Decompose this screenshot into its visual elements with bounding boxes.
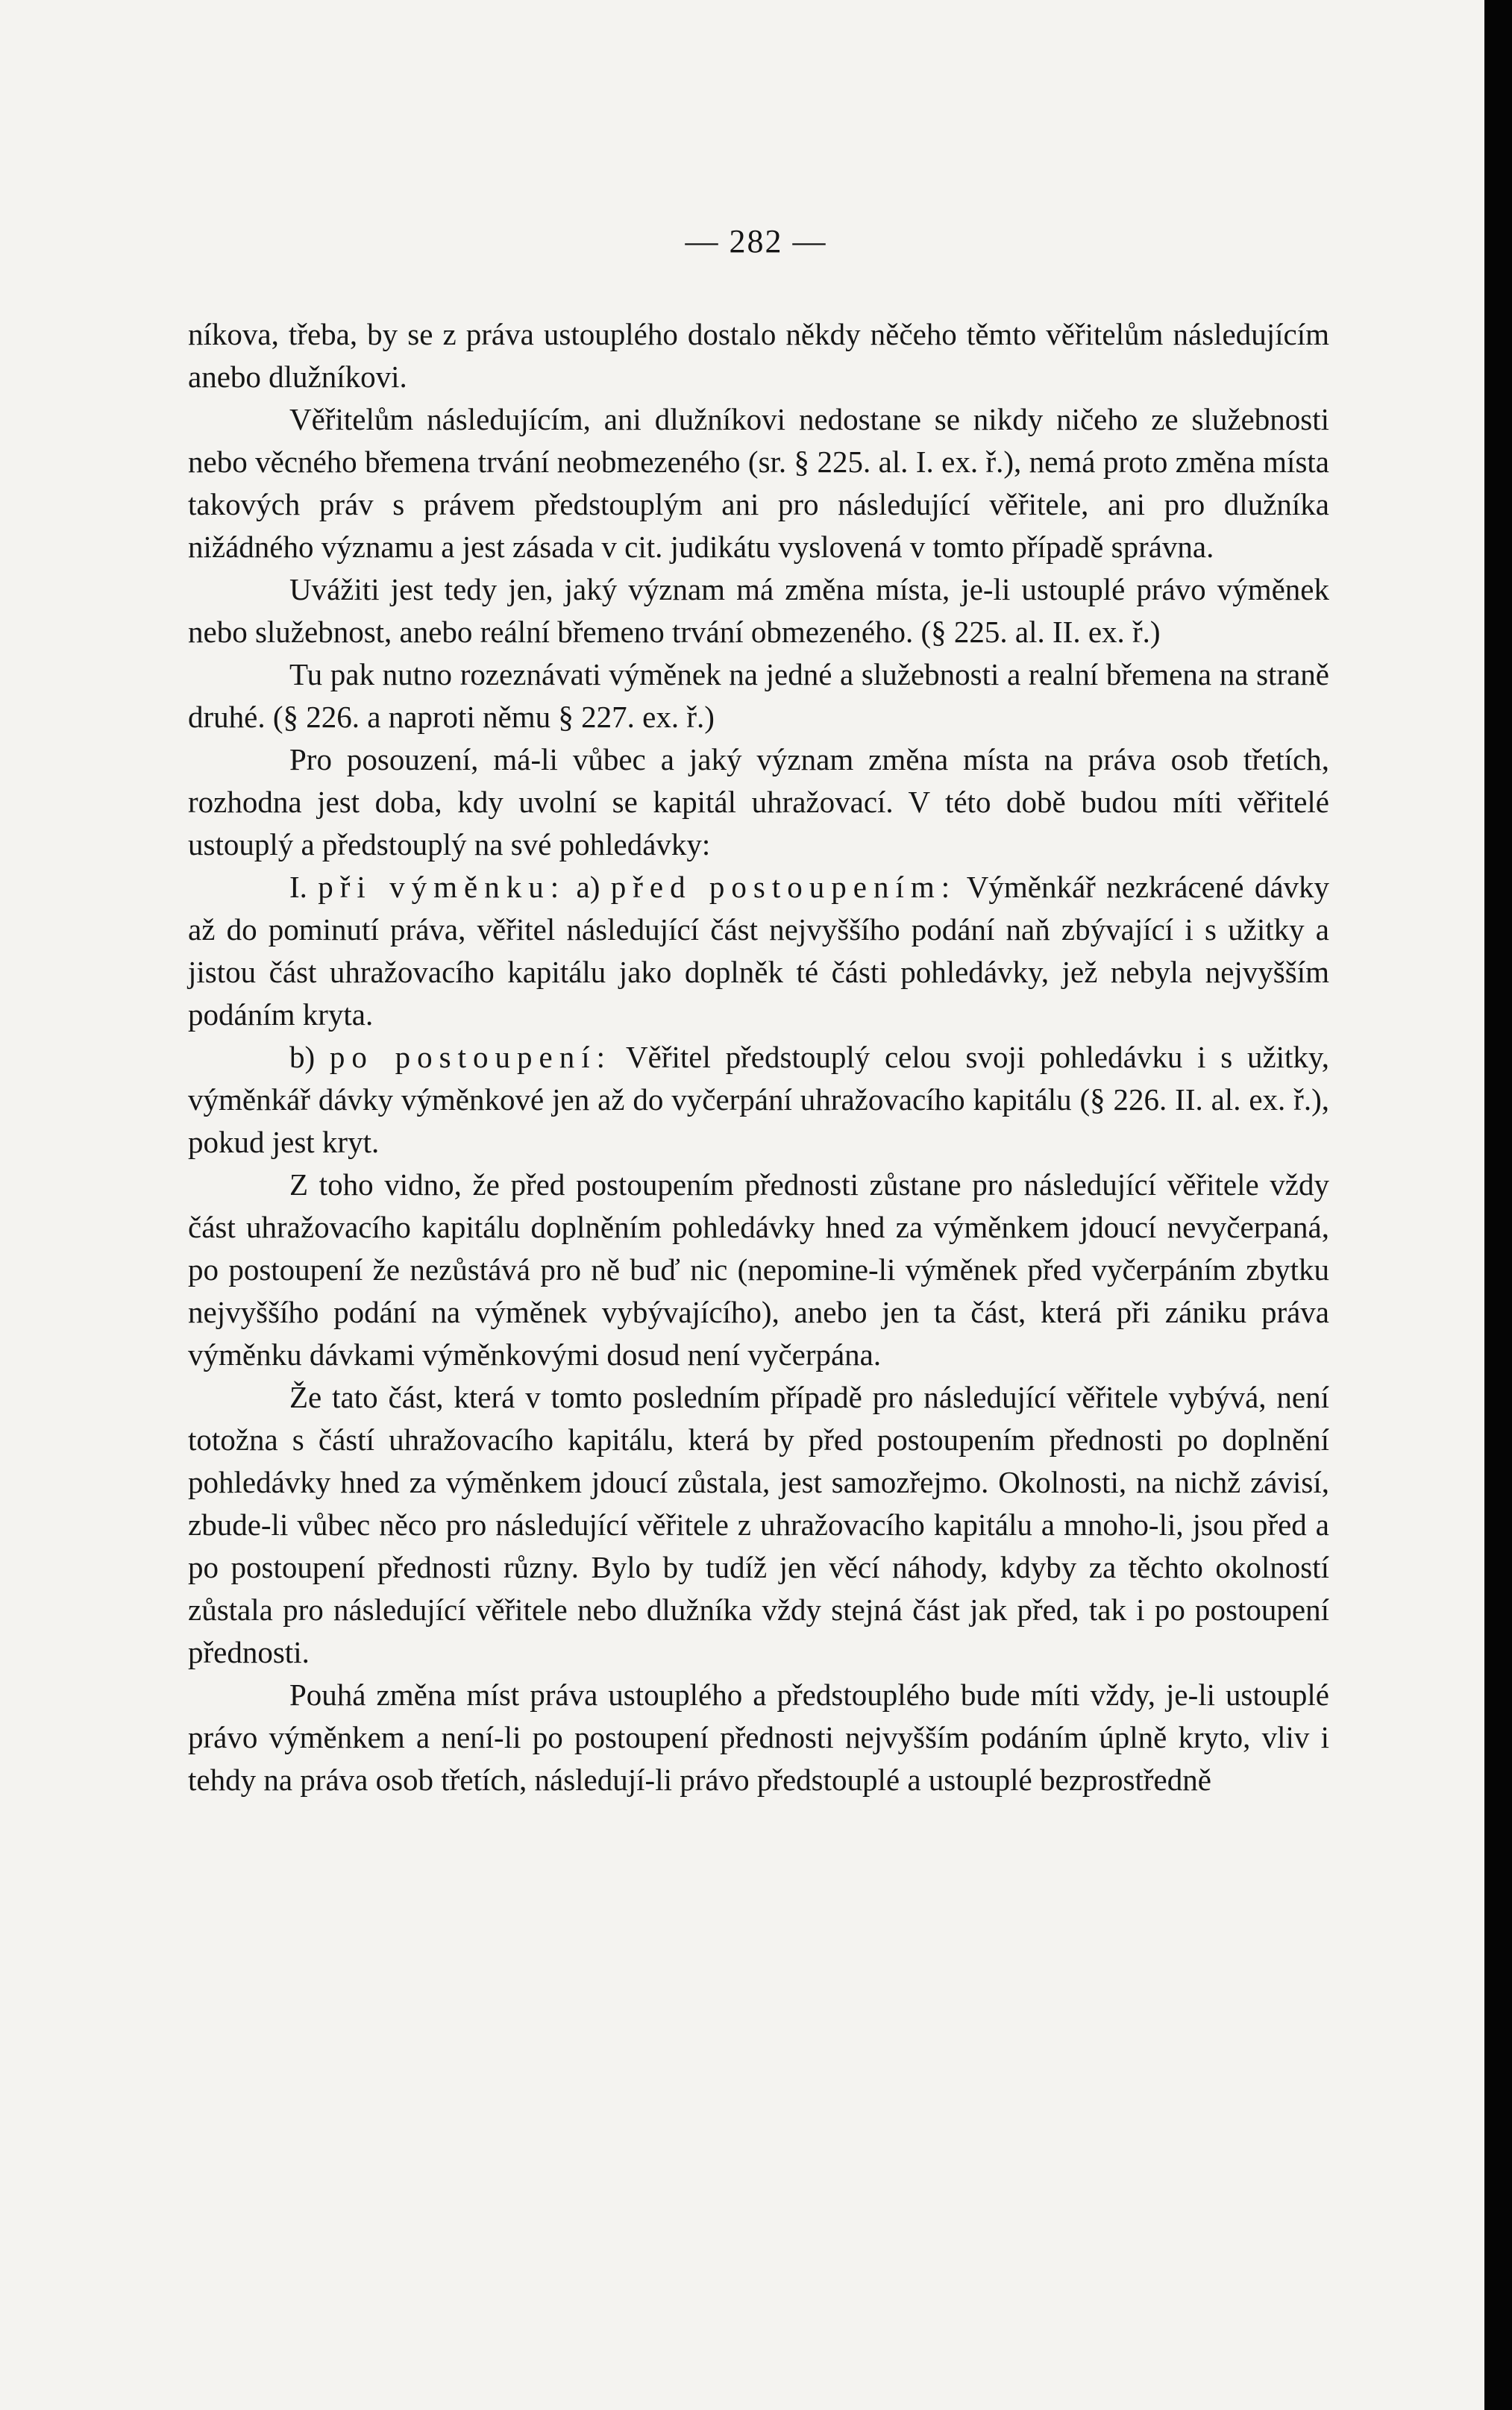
paragraph: Že tato část, která v tomto posledním případě pro následující věřitele vybývá, není totožna s částí uhražovacího kapitálu, která by před postoupením přednosti po doplnění pohledávky hned za výměnkem jdoucí zůstala, jest samozřejmo. Okolnosti, na nichž závisí, zbude-li vůbec něco pro následující věřitele z uhražovacího kapitálu a mnoho-li, jsou před a po postoupení přednosti různy. Bylo by tudíž jen věcí náhody, kdyby za těchto okolností zůstala pro následující věřitele nebo dlužníka vždy stejná část jak před, tak i po postoupení přednosti. xyxy=(188,1380,1329,1669)
case-letter: b) xyxy=(289,1040,316,1074)
case-letter: a) xyxy=(576,870,600,904)
body-text xyxy=(188,313,1329,1801)
paragraph: Věřitelům následujícím, ani dlužníkovi nedostane se nikdy ničeho ze služebnosti nebo věcného břemena trvání neobmezeného (sr. § 225. al. I. ex. ř.), nemá proto změna místa takových práv s právem předstouplým ani pro následující věřitele, ani pro dlužníka nižádného významu a jest zásada v cit. judikátu vyslovená v tomto případě správna. xyxy=(188,402,1329,564)
paragraph-continuation: níkova, třeba, by se z práva ustouplého dostalo někdy něčeho těmto věřitelům následujícím anebo dlužníkovi. xyxy=(188,317,1329,394)
page-number: — 282 — xyxy=(685,223,827,260)
paragraph: Z toho vidno, že před postoupením přednosti zůstane pro následující věřitele vždy část uhražovacího kapitálu doplněním pohledávky hned za výměnkem jdoucí nevyčerpaná, po postoupení že nezůstává pro ně buď nic (nepomine-li výměnek před vyčerpáním zbytku nejvyššího podání na výměnek vybývajícího), anebo jen ta část, která při zániku práva výměnku dávkami výměnkovými dosud není vyčerpána. xyxy=(188,1167,1329,1372)
case-number: I. xyxy=(289,870,307,904)
paragraph: Pouhá změna míst práva ustouplého a předstouplého bude míti vždy, je-li ustouplé právo výměnkem a není-li po postoupení přednosti nejvyšším podáním úplně kryto, vliv i tehdy na práva osob třetích, následují-li právo předstouplé a ustouplé bezprostředně xyxy=(188,1678,1329,1797)
spaced-heading: po postoupení: xyxy=(329,1040,612,1074)
paragraph: Uvážiti jest tedy jen, jaký význam má změna místa, je-li ustouplé právo výměnek nebo služebnost, anebo reální břemeno trvání obmezeného. (§ 225. al. II. ex. ř.) xyxy=(188,572,1329,649)
spaced-heading: při výměnku: xyxy=(318,870,566,904)
spaced-heading: před postoupením: xyxy=(610,870,957,904)
paragraph-text: Věřitel předstouplý celou svoji pohledávku i s užitky, výměnkář dávky výměnkové jen až do vyčerpání uhražovacího kapitálu (§ 226. II. al. ex. ř.), pokud jest kryt. xyxy=(188,1040,1330,1159)
paragraph-case-b xyxy=(188,1036,1329,1164)
paragraph-case-i xyxy=(188,866,1329,1036)
paragraph: Pro posouzení, má-li vůbec a jaký význam změna místa na práva osob třetích, rozhodna jest doba, kdy uvolní se kapitál uhražovací. V této době budou míti věřitelé ustouplý a předstouplý na své pohledávky: xyxy=(188,742,1329,862)
paragraph: Tu pak nutno rozeznávati výměnek na jedné a služebnosti a realní břemena na straně druhé. (§ 226. a naproti němu § 227. ex. ř.) xyxy=(188,657,1329,734)
scan-edge-strip xyxy=(1484,0,1512,2410)
paragraph-text: Výměnkář nezkrácené dávky až do pominutí práva, věřitel následující část nejvyššího podání naň zbývající i s užitky a jistou část uhražovacího kapitálu jako doplněk té části pohledávky, jež nebyla nejvyšším podáním kryta. xyxy=(188,870,1330,1032)
